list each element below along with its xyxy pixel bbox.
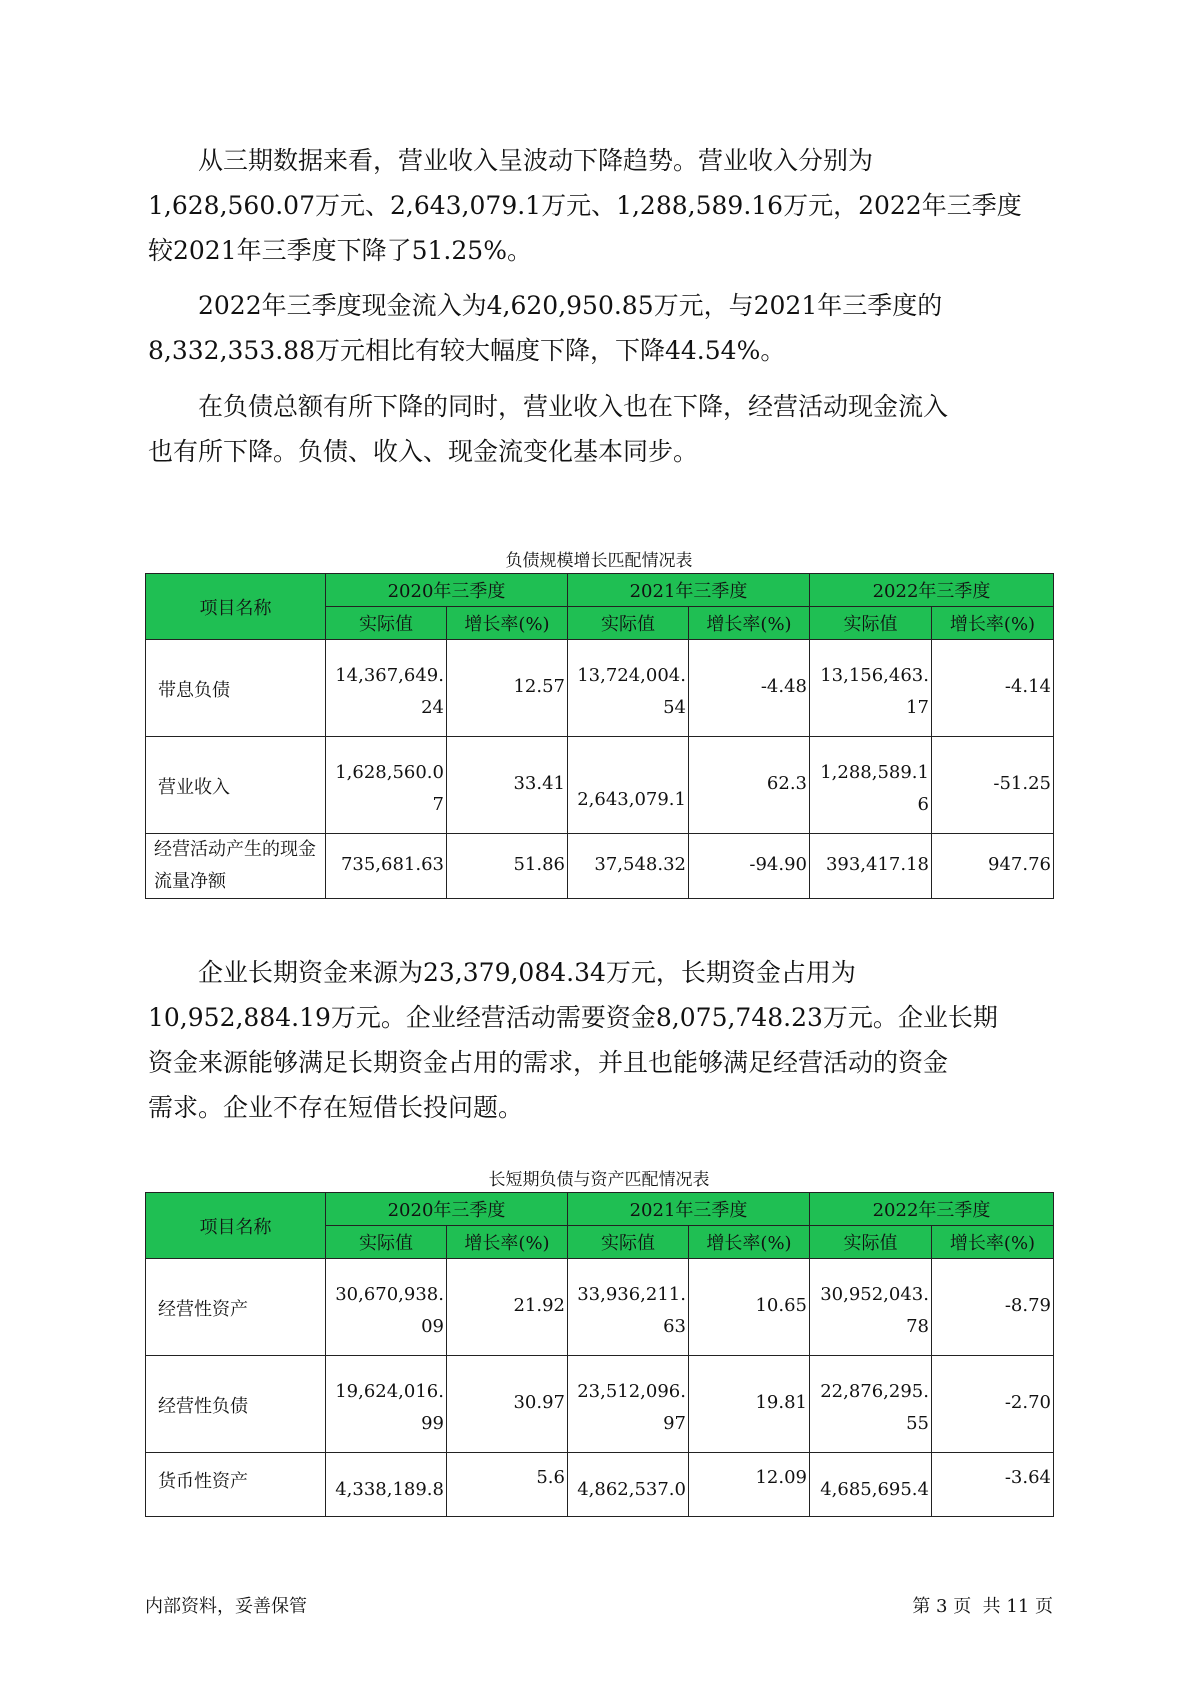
cell-value: 4,338,189.8 <box>326 1453 447 1517</box>
header-actual: 实际值 <box>810 607 932 640</box>
cell-growth: -4.48 <box>689 640 810 737</box>
debt-growth-table <box>145 573 1054 899</box>
header-period-2022: 2022年三季度 <box>810 574 1054 607</box>
row-label: 带息负债 <box>146 640 326 737</box>
asset-liability-table <box>145 1192 1054 1517</box>
text-line: 10,952,884.19万元。企业经营活动需要资金8,075,748.23万元。企业长期 <box>148 1003 998 1032</box>
text-line: 也有所下降。负债、收入、现金流变化基本同步。 <box>148 437 699 466</box>
table-row <box>146 640 1054 737</box>
header-period-2021: 2021年三季度 <box>568 574 810 607</box>
table-row <box>146 834 1054 899</box>
cell-growth: -4.14 <box>932 640 1054 737</box>
header-growth: 增长率(%) <box>932 1226 1054 1259</box>
header-actual: 实际值 <box>326 607 447 640</box>
row-label: 货币性资产 <box>146 1453 326 1517</box>
cell-value: 30,952,043.78 <box>810 1259 932 1356</box>
text-line: 资金来源能够满足长期资金占用的需求，并且也能够满足经营活动的资金 <box>148 1048 949 1077</box>
row-label: 经营活动产生的现金流量净额 <box>146 834 326 899</box>
paragraph-cash-inflow <box>148 283 1048 373</box>
cell-growth: -8.79 <box>932 1259 1054 1356</box>
text-line: 较2021年三季度下降了51.25%。 <box>148 236 532 265</box>
header-actual: 实际值 <box>568 607 689 640</box>
paragraph-revenue-trend <box>148 138 1048 273</box>
cell-value: 13,156,463.17 <box>810 640 932 737</box>
text-line: 2022年三季度现金流入为4,620,950.85万元，与2021年三季度的 <box>198 291 943 320</box>
text-line: 需求。企业不存在短借长投问题。 <box>148 1093 524 1122</box>
header-growth: 增长率(%) <box>447 607 568 640</box>
header-growth: 增长率(%) <box>689 1226 810 1259</box>
cell-growth: 947.76 <box>932 834 1054 899</box>
cell-value: 22,876,295.55 <box>810 1356 932 1453</box>
cell-value: 1,628,560.07 <box>326 737 447 834</box>
cell-value: 1,288,589.16 <box>810 737 932 834</box>
cell-growth: 12.09 <box>689 1453 810 1517</box>
cell-value: 4,862,537.0 <box>568 1453 689 1517</box>
header-growth: 增长率(%) <box>689 607 810 640</box>
header-growth: 增长率(%) <box>932 607 1054 640</box>
row-label: 经营性负债 <box>146 1356 326 1453</box>
header-period-2020: 2020年三季度 <box>326 1193 568 1226</box>
cell-value: 14,367,649.24 <box>326 640 447 737</box>
cell-value: 393,417.18 <box>810 834 932 899</box>
cell-growth: 21.92 <box>447 1259 568 1356</box>
cell-growth: 51.86 <box>447 834 568 899</box>
cell-value: 19,624,016.99 <box>326 1356 447 1453</box>
table-row <box>146 1356 1054 1453</box>
table-row <box>146 1453 1054 1517</box>
cell-value: 23,512,096.97 <box>568 1356 689 1453</box>
text-line: 企业长期资金来源为23,379,084.34万元，长期资金占用为 <box>198 958 856 987</box>
cell-growth: 12.57 <box>447 640 568 737</box>
row-label: 营业收入 <box>146 737 326 834</box>
footer-confidential-note: 内部资料，妥善保管 <box>145 1596 307 1617</box>
cell-value: 4,685,695.4 <box>810 1453 932 1517</box>
footer-page-number: 第 3 页 共 11 页 <box>912 1596 1053 1617</box>
table1-caption: 负债规模增长匹配情况表 <box>505 551 693 571</box>
cell-value: 37,548.32 <box>568 834 689 899</box>
cell-value: 735,681.63 <box>326 834 447 899</box>
cell-growth: 30.97 <box>447 1356 568 1453</box>
header-actual: 实际值 <box>568 1226 689 1259</box>
cell-growth: 33.41 <box>447 737 568 834</box>
text-line: 从三期数据来看，营业收入呈波动下降趋势。营业收入分别为 <box>198 146 874 175</box>
cell-value: 30,670,938.09 <box>326 1259 447 1356</box>
cell-value: 2,643,079.1 <box>568 737 689 834</box>
cell-growth: 5.6 <box>447 1453 568 1517</box>
header-growth: 增长率(%) <box>447 1226 568 1259</box>
text-line: 1,628,560.07万元、2,643,079.1万元、1,288,589.16万元，2022年三季度 <box>148 191 1022 220</box>
cell-growth: -3.64 <box>932 1453 1054 1517</box>
cell-growth: 62.3 <box>689 737 810 834</box>
text-line: 在负债总额有所下降的同时，营业收入也在下降，经营活动现金流入 <box>198 392 949 421</box>
cell-growth: -51.25 <box>932 737 1054 834</box>
cell-growth: 19.81 <box>689 1356 810 1453</box>
table2-caption: 长短期负债与资产匹配情况表 <box>488 1170 710 1190</box>
paragraph-debt-summary <box>148 384 1048 474</box>
cell-growth: -2.70 <box>932 1356 1054 1453</box>
cell-value: 13,724,004.54 <box>568 640 689 737</box>
table-row <box>146 737 1054 834</box>
header-item-name: 项目名称 <box>146 574 326 640</box>
header-period-2022: 2022年三季度 <box>810 1193 1054 1226</box>
header-period-2021: 2021年三季度 <box>568 1193 810 1226</box>
header-period-2020: 2020年三季度 <box>326 574 568 607</box>
row-label: 经营性资产 <box>146 1259 326 1356</box>
cell-growth: 10.65 <box>689 1259 810 1356</box>
cell-value: 33,936,211.63 <box>568 1259 689 1356</box>
table-row <box>146 1259 1054 1356</box>
header-actual: 实际值 <box>326 1226 447 1259</box>
header-item-name: 项目名称 <box>146 1193 326 1259</box>
cell-growth: -94.90 <box>689 834 810 899</box>
header-actual: 实际值 <box>810 1226 932 1259</box>
text-line: 8,332,353.88万元相比有较大幅度下降，下降44.54%。 <box>148 336 786 365</box>
paragraph-long-term-funds <box>148 950 1048 1130</box>
